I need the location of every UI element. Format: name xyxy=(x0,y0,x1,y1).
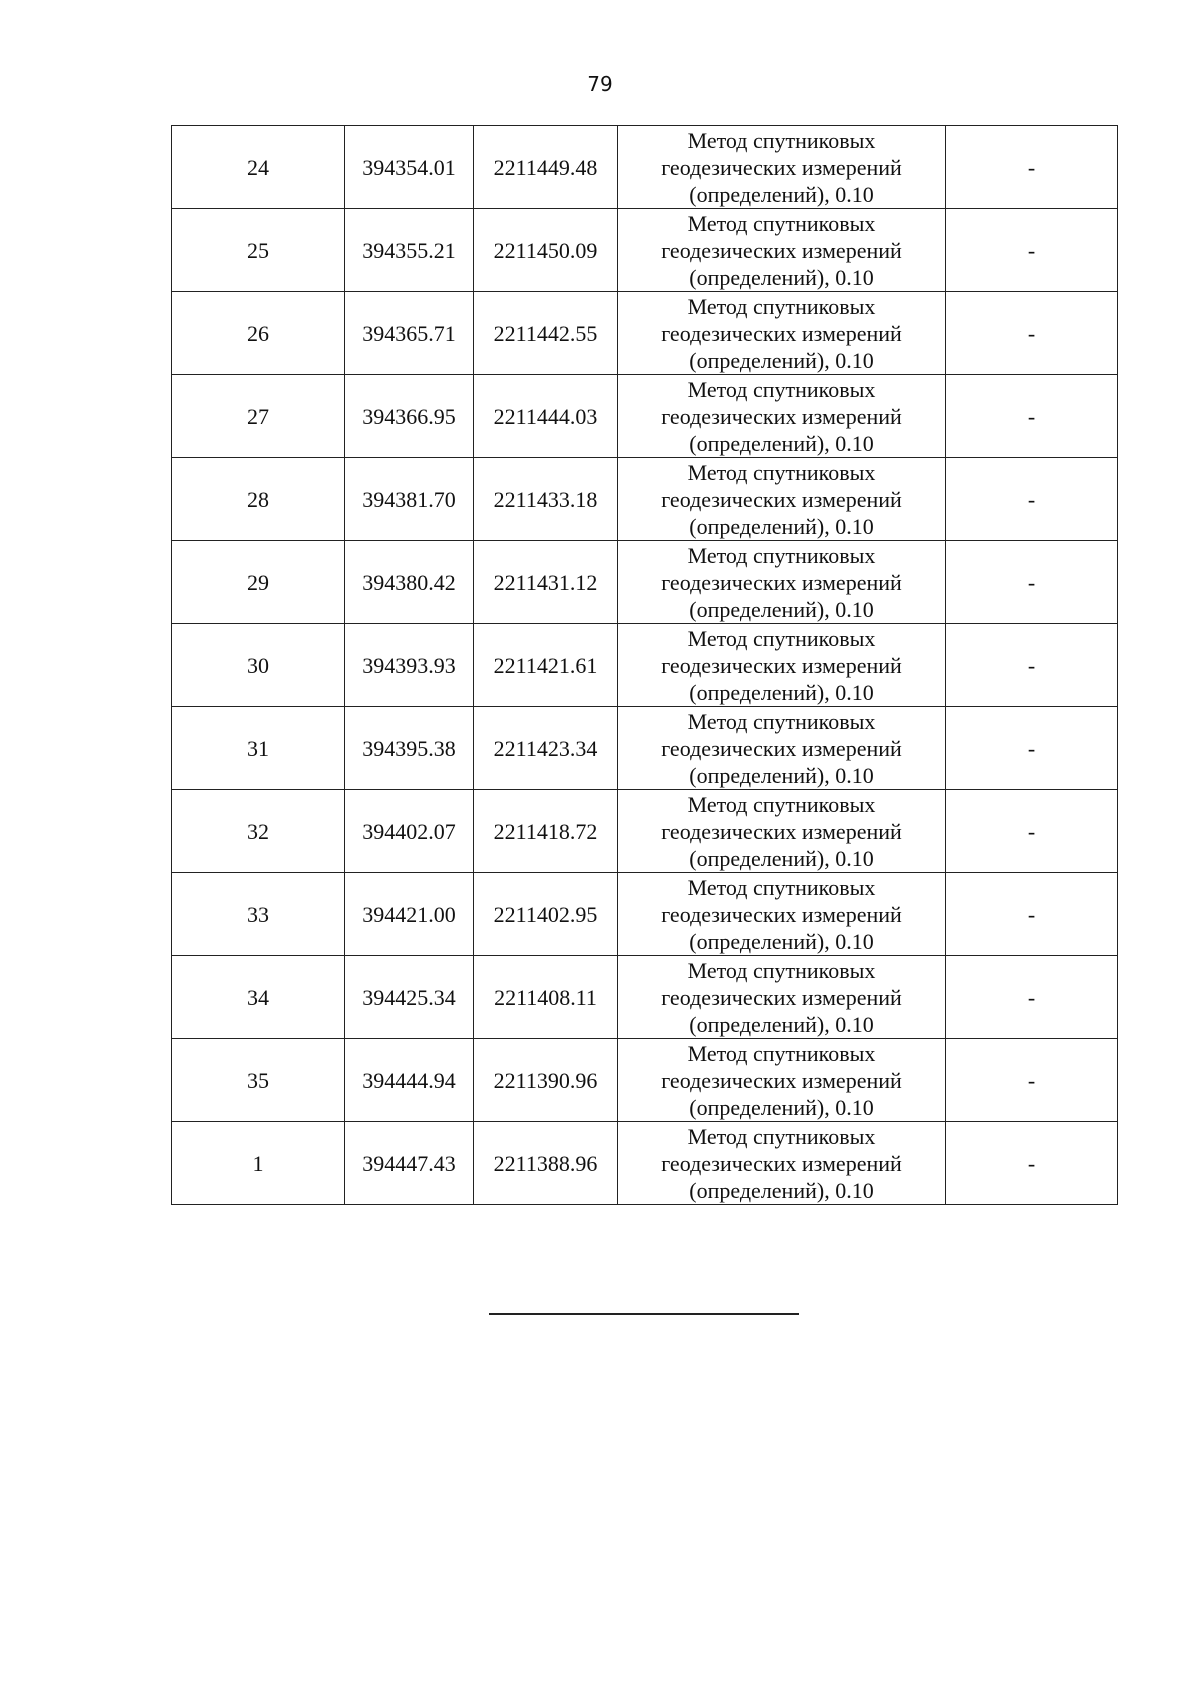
note-cell: - xyxy=(946,292,1118,375)
y-coordinate-cell: 2211388.96 xyxy=(474,1122,618,1205)
table-row xyxy=(172,707,1118,790)
method-text-line: Метод спутниковых xyxy=(687,127,876,153)
method-text-line: (определений), 0.10 xyxy=(689,1011,874,1037)
method-text-line: геодезических измерений xyxy=(661,237,902,263)
method-text-line: Метод спутниковых xyxy=(687,459,876,485)
y-coordinate-cell: 2211444.03 xyxy=(474,375,618,458)
y-coordinate-cell: 2211450.09 xyxy=(474,209,618,292)
table-row xyxy=(172,1122,1118,1205)
method-text-line: Метод спутниковых xyxy=(687,376,876,402)
note-cell: - xyxy=(946,126,1118,209)
method-cell xyxy=(618,375,946,458)
method-text-line: геодезических измерений xyxy=(661,486,902,512)
method-cell xyxy=(618,1039,946,1122)
method-cell xyxy=(618,873,946,956)
y-coordinate-cell: 2211449.48 xyxy=(474,126,618,209)
point-number-cell: 27 xyxy=(172,375,345,458)
x-coordinate-cell: 394355.21 xyxy=(345,209,474,292)
x-coordinate-cell: 394447.43 xyxy=(345,1122,474,1205)
method-text-line: (определений), 0.10 xyxy=(689,679,874,705)
table-row xyxy=(172,790,1118,873)
point-number-cell: 1 xyxy=(172,1122,345,1205)
method-text-line: (определений), 0.10 xyxy=(689,845,874,871)
method-cell xyxy=(618,707,946,790)
point-number-cell: 24 xyxy=(172,126,345,209)
method-text-line: (определений), 0.10 xyxy=(689,264,874,290)
point-number-cell: 35 xyxy=(172,1039,345,1122)
y-coordinate-cell: 2211408.11 xyxy=(474,956,618,1039)
method-text-line: Метод спутниковых xyxy=(687,293,876,319)
note-cell: - xyxy=(946,375,1118,458)
page-number: 79 xyxy=(587,72,613,96)
y-coordinate-cell: 2211442.55 xyxy=(474,292,618,375)
point-number-cell: 29 xyxy=(172,541,345,624)
point-number-cell: 34 xyxy=(172,956,345,1039)
method-text-line: Метод спутниковых xyxy=(687,625,876,651)
table-row xyxy=(172,541,1118,624)
table-row xyxy=(172,458,1118,541)
table-row xyxy=(172,126,1118,209)
point-number-cell: 26 xyxy=(172,292,345,375)
method-cell xyxy=(618,790,946,873)
point-number-cell: 28 xyxy=(172,458,345,541)
note-cell: - xyxy=(946,1039,1118,1122)
x-coordinate-cell: 394402.07 xyxy=(345,790,474,873)
table-row xyxy=(172,624,1118,707)
method-text-line: Метод спутниковых xyxy=(687,791,876,817)
x-coordinate-cell: 394380.42 xyxy=(345,541,474,624)
table-row xyxy=(172,956,1118,1039)
method-text-line: геодезических измерений xyxy=(661,901,902,927)
table-row xyxy=(172,1039,1118,1122)
y-coordinate-cell: 2211421.61 xyxy=(474,624,618,707)
method-text-line: (определений), 0.10 xyxy=(689,928,874,954)
method-text-line: (определений), 0.10 xyxy=(689,430,874,456)
method-text-line: геодезических измерений xyxy=(661,818,902,844)
note-cell: - xyxy=(946,790,1118,873)
method-text-line: Метод спутниковых xyxy=(687,542,876,568)
point-number-cell: 30 xyxy=(172,624,345,707)
note-cell: - xyxy=(946,624,1118,707)
method-text-line: геодезических измерений xyxy=(661,154,902,180)
method-text-line: (определений), 0.10 xyxy=(689,1094,874,1120)
note-cell: - xyxy=(946,873,1118,956)
method-text-line: (определений), 0.10 xyxy=(689,762,874,788)
note-cell: - xyxy=(946,458,1118,541)
point-number-cell: 32 xyxy=(172,790,345,873)
method-cell xyxy=(618,292,946,375)
method-text-line: Метод спутниковых xyxy=(687,1123,876,1149)
method-text-line: Метод спутниковых xyxy=(687,874,876,900)
table-row xyxy=(172,375,1118,458)
x-coordinate-cell: 394365.71 xyxy=(345,292,474,375)
method-text-line: (определений), 0.10 xyxy=(689,347,874,373)
x-coordinate-cell: 394444.94 xyxy=(345,1039,474,1122)
y-coordinate-cell: 2211431.12 xyxy=(474,541,618,624)
end-divider xyxy=(489,1313,799,1315)
note-cell: - xyxy=(946,1122,1118,1205)
y-coordinate-cell: 2211390.96 xyxy=(474,1039,618,1122)
method-text-line: Метод спутниковых xyxy=(687,957,876,983)
x-coordinate-cell: 394354.01 xyxy=(345,126,474,209)
method-cell xyxy=(618,956,946,1039)
method-text-line: Метод спутниковых xyxy=(687,210,876,236)
y-coordinate-cell: 2211423.34 xyxy=(474,707,618,790)
method-text-line: геодезических измерений xyxy=(661,1067,902,1093)
method-text-line: (определений), 0.10 xyxy=(689,181,874,207)
x-coordinate-cell: 394425.34 xyxy=(345,956,474,1039)
table-row xyxy=(172,873,1118,956)
x-coordinate-cell: 394366.95 xyxy=(345,375,474,458)
method-cell xyxy=(618,1122,946,1205)
method-text-line: геодезических измерений xyxy=(661,652,902,678)
method-text-line: (определений), 0.10 xyxy=(689,596,874,622)
method-cell xyxy=(618,209,946,292)
method-text-line: геодезических измерений xyxy=(661,984,902,1010)
point-number-cell: 33 xyxy=(172,873,345,956)
x-coordinate-cell: 394395.38 xyxy=(345,707,474,790)
method-text-line: Метод спутниковых xyxy=(687,1040,876,1066)
method-text-line: (определений), 0.10 xyxy=(689,1177,874,1203)
note-cell: - xyxy=(946,209,1118,292)
method-text-line: геодезических измерений xyxy=(661,320,902,346)
method-text-line: (определений), 0.10 xyxy=(689,513,874,539)
note-cell: - xyxy=(946,956,1118,1039)
y-coordinate-cell: 2211433.18 xyxy=(474,458,618,541)
note-cell: - xyxy=(946,541,1118,624)
method-text-line: геодезических измерений xyxy=(661,735,902,761)
coordinates-table-body xyxy=(172,126,1118,1205)
x-coordinate-cell: 394421.00 xyxy=(345,873,474,956)
method-text-line: геодезических измерений xyxy=(661,1150,902,1176)
note-cell: - xyxy=(946,707,1118,790)
point-number-cell: 31 xyxy=(172,707,345,790)
method-text-line: Метод спутниковых xyxy=(687,708,876,734)
table-row xyxy=(172,209,1118,292)
method-cell xyxy=(618,624,946,707)
y-coordinate-cell: 2211418.72 xyxy=(474,790,618,873)
method-text-line: геодезических измерений xyxy=(661,569,902,595)
coordinates-table xyxy=(171,125,1118,1205)
x-coordinate-cell: 394393.93 xyxy=(345,624,474,707)
method-cell xyxy=(618,458,946,541)
method-cell xyxy=(618,126,946,209)
point-number-cell: 25 xyxy=(172,209,345,292)
y-coordinate-cell: 2211402.95 xyxy=(474,873,618,956)
method-text-line: геодезических измерений xyxy=(661,403,902,429)
method-cell xyxy=(618,541,946,624)
x-coordinate-cell: 394381.70 xyxy=(345,458,474,541)
table-row xyxy=(172,292,1118,375)
